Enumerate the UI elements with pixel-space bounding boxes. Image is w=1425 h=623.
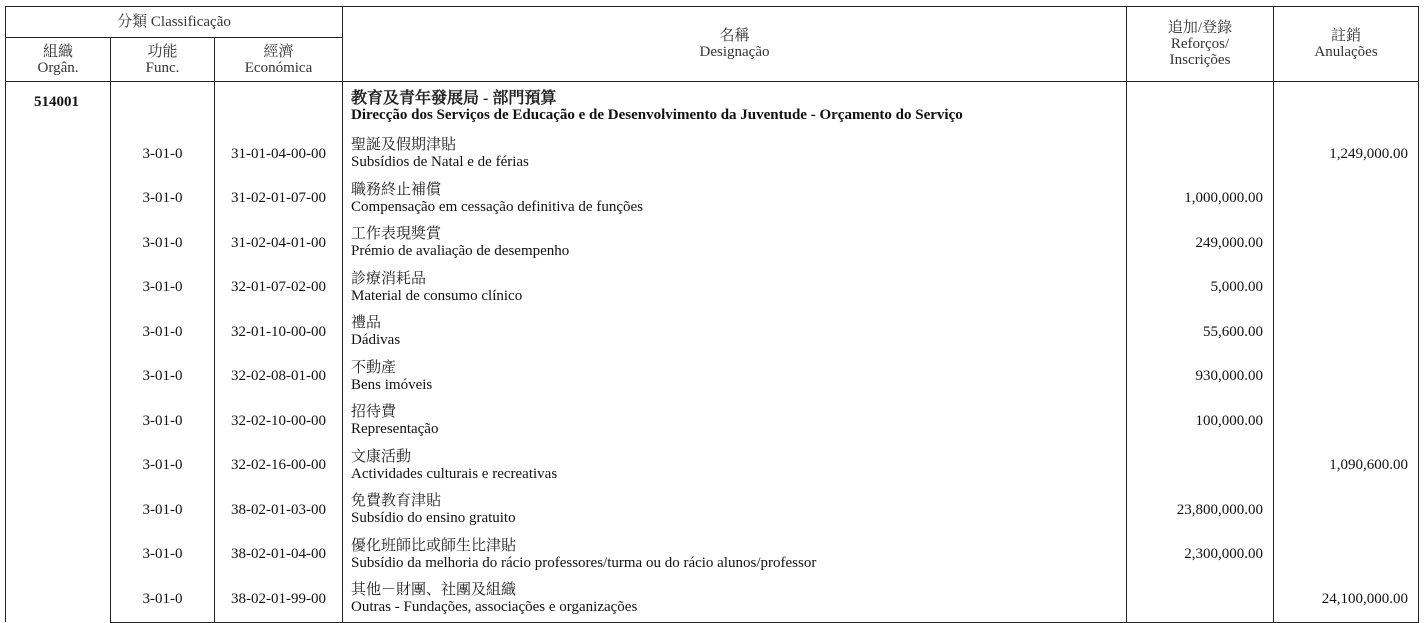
designation-cell: [343, 399, 1127, 444]
designation-zh: 禮品: [351, 315, 382, 332]
designation-pt: Bens imóveis: [351, 376, 433, 393]
designation-cell: [343, 533, 1127, 578]
economic-header-pt: Económica: [244, 59, 313, 76]
functional-code: 3-01-0: [111, 444, 215, 489]
annulment-amount: [1274, 533, 1419, 578]
economic-code: 38-02-01-99-00: [215, 577, 343, 622]
functional-code: 3-01-0: [111, 132, 215, 177]
reinforcement-amount: 5,000.00: [1127, 266, 1274, 311]
designation-pt: Subsídio da melhoria do rácio professores/turma ou do rácio alunos/professor: [351, 554, 817, 571]
organic-header-pt: Orgân.: [37, 59, 79, 76]
annulment-amount: [1274, 488, 1419, 533]
designation-pt: Representação: [351, 421, 439, 438]
reinforcements-header: [1127, 7, 1274, 82]
designation-cell: [343, 132, 1127, 177]
reinforcement-amount: 1,000,000.00: [1127, 177, 1274, 222]
table-row: [6, 177, 1419, 222]
reinforcement-amount: 2,300,000.00: [1127, 533, 1274, 578]
designation-cell: [343, 266, 1127, 311]
designation-cell: [343, 177, 1127, 222]
reinforcement-amount: [1127, 577, 1274, 622]
functional-code: 3-01-0: [111, 177, 215, 222]
table-row: [6, 488, 1419, 533]
annulment-amount: [1274, 399, 1419, 444]
designation-zh: 其他－財團、社團及組織: [351, 582, 517, 599]
annulment-amount: [1274, 355, 1419, 400]
functional-code: 3-01-0: [111, 310, 215, 355]
functional-header-pt: Func.: [145, 59, 180, 76]
economic-code: 32-01-10-00-00: [215, 310, 343, 355]
reinforcement-amount: 930,000.00: [1127, 355, 1274, 400]
economic-code: 31-02-04-01-00: [215, 221, 343, 266]
annulments-header-pt: Anulações: [1314, 44, 1378, 60]
table-row: [6, 221, 1419, 266]
designation-zh: 文康活動: [351, 448, 412, 465]
classification-header: 分類 Classificação: [6, 7, 343, 38]
designation-header-zh: 名稱: [719, 28, 750, 44]
table-row: [6, 577, 1419, 622]
functional-code: 3-01-0: [111, 266, 215, 311]
empty-cell: [1274, 82, 1419, 133]
empty-cell: [1127, 82, 1274, 133]
service-title-zh: 教育及青年發展局 - 部門預算: [351, 90, 557, 107]
annulment-amount: 1,249,000.00: [1274, 132, 1419, 177]
designation-pt: Material de consumo clínico: [351, 287, 523, 304]
reinforcement-amount: [1127, 444, 1274, 489]
economic-code: 38-02-01-03-00: [215, 488, 343, 533]
designation-zh: 聖誕及假期津貼: [351, 137, 457, 154]
organic-header: [6, 38, 111, 82]
functional-code: 3-01-0: [111, 399, 215, 444]
designation-zh: 診療消耗品: [351, 270, 427, 287]
service-title-pt: Direcção dos Serviços de Educação e de Desenvolvimento da Juventude - Orçamento do Serviço: [351, 107, 963, 123]
budget-table-container: [5, 6, 1418, 623]
reinforcement-amount: 23,800,000.00: [1127, 488, 1274, 533]
reinforcements-header-pt2: Inscrições: [1169, 52, 1231, 68]
economic-code: 32-02-16-00-00: [215, 444, 343, 489]
budget-table: [5, 6, 1419, 623]
annulment-amount: 24,100,000.00: [1274, 577, 1419, 622]
economic-code: 31-01-04-00-00: [215, 132, 343, 177]
economic-header: [215, 38, 343, 82]
designation-zh: 職務終止補償: [351, 181, 442, 198]
organ-code: 514001: [6, 82, 111, 623]
designation-pt: Subsídios de Natal e de férias: [351, 154, 529, 171]
functional-code: 3-01-0: [111, 577, 215, 622]
functional-code: 3-01-0: [111, 355, 215, 400]
service-title: [343, 82, 1127, 133]
reinforcement-amount: 249,000.00: [1127, 221, 1274, 266]
annulment-amount: [1274, 266, 1419, 311]
table-row: [6, 132, 1419, 177]
designation-pt: Prémio de avaliação de desempenho: [351, 243, 570, 260]
annulment-amount: [1274, 221, 1419, 266]
table-row: [6, 310, 1419, 355]
designation-cell: [343, 488, 1127, 533]
designation-zh: 招待費: [351, 404, 397, 421]
empty-cell: [215, 82, 343, 133]
table-row: [6, 444, 1419, 489]
annulments-header: [1274, 7, 1419, 82]
designation-pt: Subsídio do ensino gratuito: [351, 510, 516, 527]
reinforcements-header-zh: 追加/登錄: [1167, 20, 1233, 36]
economic-code: 38-02-01-04-00: [215, 533, 343, 578]
designation-pt: Outras - Fundações, associações e organizações: [351, 599, 638, 616]
designation-header: [343, 7, 1127, 82]
designation-cell: [343, 310, 1127, 355]
table-row: [6, 355, 1419, 400]
designation-zh: 不動產: [351, 359, 397, 376]
economic-code: 32-02-10-00-00: [215, 399, 343, 444]
designation-pt: Actividades culturais e recreativas: [351, 465, 558, 482]
table-row: [6, 399, 1419, 444]
designation-pt: Compensação em cessação definitiva de funções: [351, 198, 643, 215]
economic-header-zh: 經濟: [263, 43, 294, 60]
empty-cell: [111, 82, 215, 133]
reinforcements-header-pt1: Reforços/: [1170, 36, 1230, 52]
functional-code: 3-01-0: [111, 488, 215, 533]
designation-zh: 優化班師比或師生比津貼: [351, 537, 517, 554]
functional-header: [111, 38, 215, 82]
economic-code: 32-02-08-01-00: [215, 355, 343, 400]
designation-cell: [343, 221, 1127, 266]
annulment-amount: [1274, 310, 1419, 355]
designation-zh: 免費教育津貼: [351, 493, 442, 510]
table-row: [6, 266, 1419, 311]
reinforcement-amount: [1127, 132, 1274, 177]
annulment-amount: [1274, 177, 1419, 222]
designation-cell: [343, 355, 1127, 400]
designation-cell: [343, 577, 1127, 622]
table-row: [6, 533, 1419, 578]
service-title-row: [6, 82, 1419, 133]
designation-cell: [343, 444, 1127, 489]
economic-code: 31-02-01-07-00: [215, 177, 343, 222]
designation-pt: Dádivas: [351, 332, 401, 349]
reinforcement-amount: 100,000.00: [1127, 399, 1274, 444]
designation-header-pt: Designação: [699, 44, 770, 60]
functional-header-zh: 功能: [147, 43, 178, 60]
reinforcement-amount: 55,600.00: [1127, 310, 1274, 355]
annulment-amount: 1,090,600.00: [1274, 444, 1419, 489]
economic-code: 32-01-07-02-00: [215, 266, 343, 311]
functional-code: 3-01-0: [111, 221, 215, 266]
designation-zh: 工作表現獎賞: [351, 226, 442, 243]
functional-code: 3-01-0: [111, 533, 215, 578]
organic-header-zh: 組織: [42, 43, 73, 60]
annulments-header-zh: 註銷: [1331, 28, 1362, 44]
